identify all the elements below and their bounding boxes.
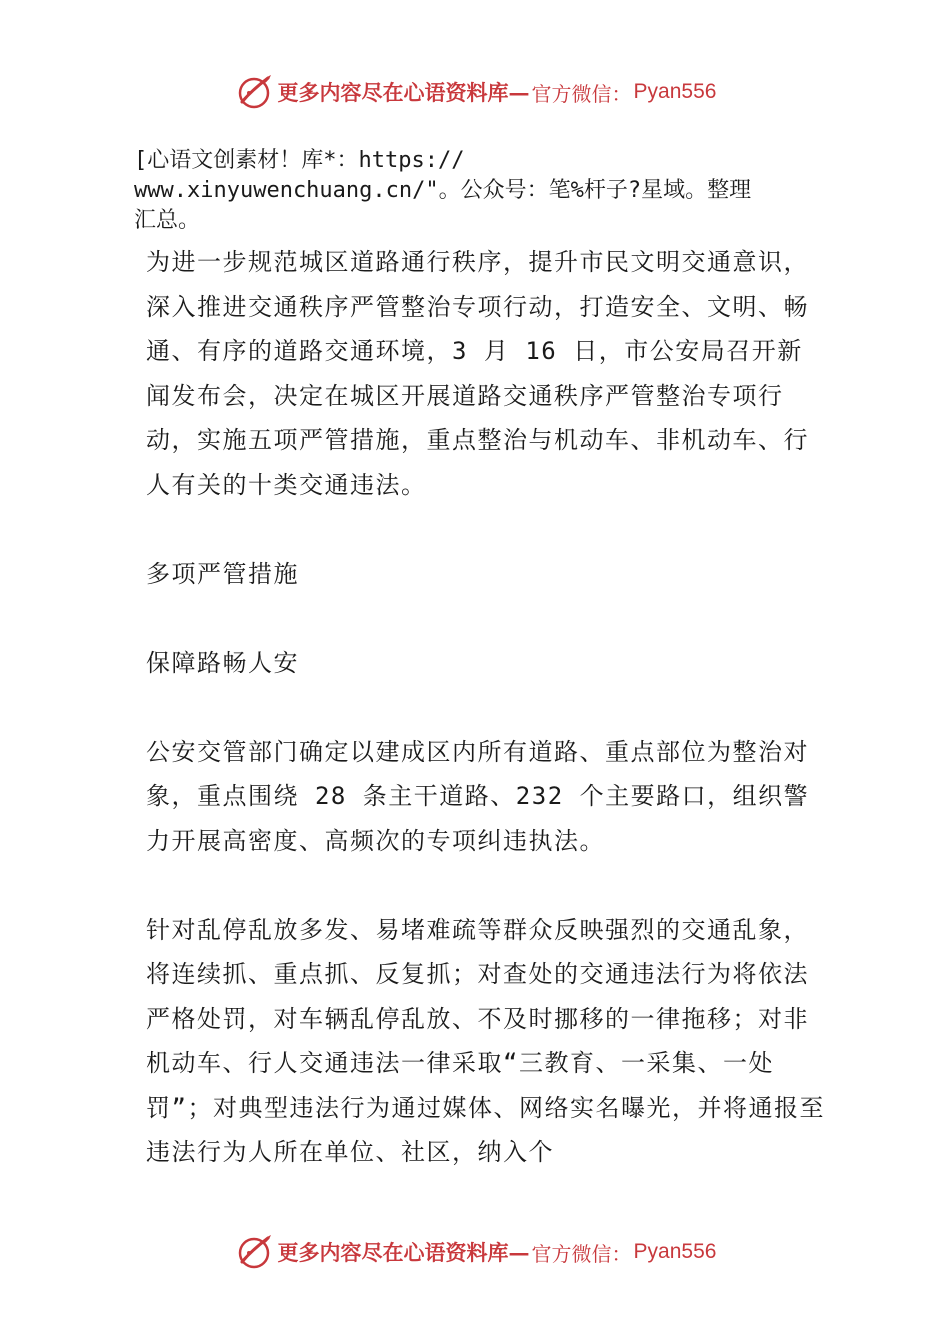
brush-logo-icon [234, 72, 274, 112]
section-heading-2: 保障路畅人安 [146, 648, 299, 677]
footer-watermark-banner [0, 1230, 950, 1274]
wechat-label: 官方微信： [531, 81, 632, 106]
wechat-label: 官方微信： [531, 1241, 632, 1266]
brand-text: 更多内容尽在心语资料库 [277, 1240, 509, 1265]
wechat-id: Pyan556 [633, 80, 717, 103]
paragraph-2: 针对乱停乱放多发、易堵难疏等群众反映强烈的交通乱象，将连续抓、重点抓、反复抓；对查处的交通违法行为将依法严格处罚，对车辆乱停乱放、不及时挪移的一律拖移；对非机动车、行人交通违法一律采取“三教育、一采集、一处罚”；对典型违法行为通过媒体、网络实名曝光，并将通报至违法行为人所在单位、社区，纳入个 [146, 915, 825, 1166]
section-heading-1: 多项严管措施 [146, 559, 299, 588]
brush-logo-icon [234, 1232, 274, 1272]
header-watermark-banner [0, 70, 950, 114]
banner-dash: — [508, 79, 530, 105]
brand-text: 更多内容尽在心语资料库 [277, 80, 509, 105]
source-note: [心语文创素材！库*：https:// www.xinyuwenchuang.cn/"。公众号：笔%杆子?星域。整理 汇总。 [134, 148, 752, 233]
article-body [146, 240, 826, 1175]
wechat-id: Pyan556 [633, 1240, 717, 1263]
banner-dash: — [508, 1239, 530, 1265]
paragraph-1: 公安交管部门确定以建成区内所有道路、重点部位为整治对象，重点围绕 28 条主干道路、232 个主要路口，组织警力开展高密度、高频次的专项纠违执法。 [146, 737, 810, 855]
intro-paragraph: 为进一步规范城区道路通行秩序，提升市民文明交通意识，深入推进交通秩序严管整治专项行动，打造安全、文明、畅通、有序的道路交通环境，3 月 16 日，市公安局召开新闻发布会，决定在城区开展道路交通秩序严管整治专项行动，实施五项严管措施，重点整治与机动车、非机动车、行人有关的十类交通违法。 [146, 248, 809, 499]
